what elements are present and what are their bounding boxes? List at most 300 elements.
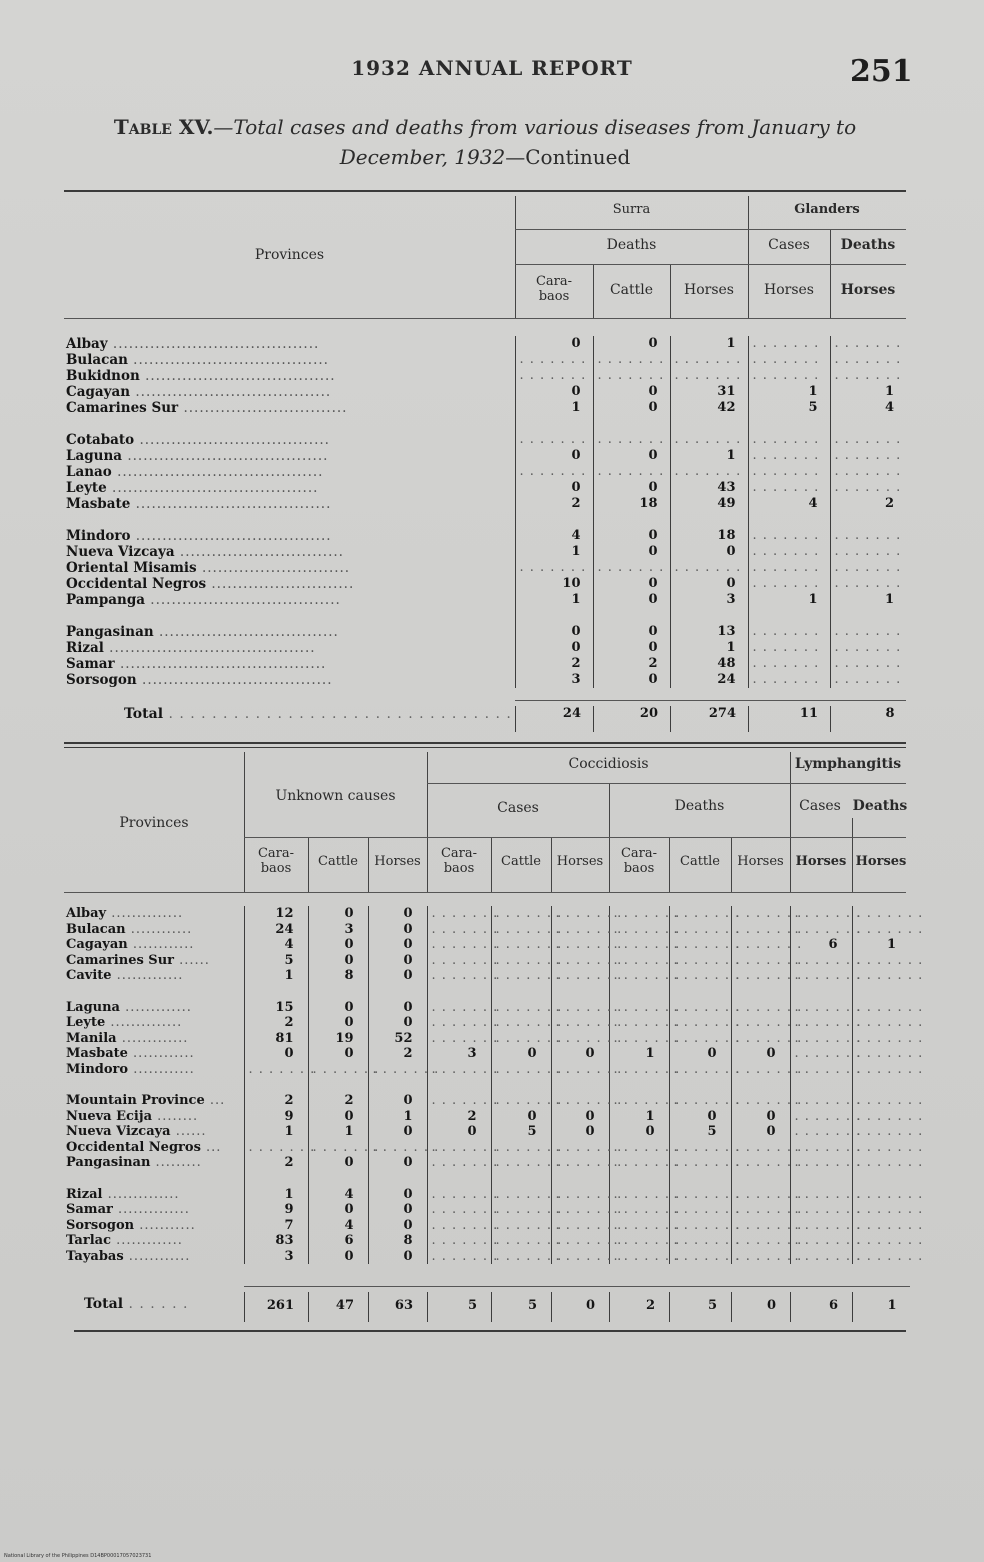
cell-u-0: 2 — [244, 1093, 308, 1109]
cell-cc-1: . . . . . . . — [491, 1249, 551, 1265]
cell-u-2: 52 — [368, 1031, 427, 1047]
cell-gd: . . . . . . . — [830, 624, 906, 640]
cell-gd: . . . . . . . — [830, 656, 906, 672]
province-name: Bulacan ............ — [66, 921, 193, 937]
cell-cd-0: . . . . . . . — [609, 953, 669, 969]
cell-cc-0: . . . . . . . — [427, 1031, 491, 1047]
cell-c: . . . . . . . — [515, 432, 593, 448]
cell-cc-2: . . . . . . . — [551, 1187, 609, 1203]
cell-cc-2: 0 — [551, 1109, 609, 1125]
province-name: Mountain Province ... — [66, 1093, 226, 1108]
cell-u-0: 3 — [244, 1249, 308, 1265]
cell-gd: . . . . . . . — [830, 432, 906, 448]
table2-body — [64, 906, 924, 1264]
cell-gd: . . . . . . . — [830, 480, 906, 496]
cell-cd-0: . . . . . . . — [609, 1015, 669, 1031]
cell-l-0: . . . . . . . — [790, 1062, 852, 1078]
cell-ca: 0 — [593, 544, 670, 560]
cell-cd-0: . . . . . . . — [609, 1031, 669, 1047]
province-name: Samar .............. — [66, 1202, 190, 1217]
cell-cd-0: . . . . . . . — [609, 1062, 669, 1078]
t2-cocc-deaths-header: Deaths — [674, 798, 725, 814]
caption-tail: —Continued — [505, 145, 631, 169]
t1-total-cattle: 20 — [594, 706, 671, 732]
cell-c: 0 — [515, 448, 593, 464]
cell-cd-2: . . . . . . . — [731, 1233, 790, 1249]
table2-bottom-rule — [74, 1330, 906, 1332]
cell-u-0: 81 — [244, 1031, 308, 1047]
t1-surra-header: Surra — [612, 202, 651, 217]
table-row — [64, 656, 906, 672]
cell-u-1: 0 — [308, 1249, 368, 1265]
cell-u-2: 8 — [368, 1233, 427, 1249]
table-row — [64, 432, 906, 448]
cell-gc: . . . . . . . — [748, 464, 830, 480]
cell-cd-2: . . . . . . . — [731, 1249, 790, 1265]
cell-cc-0: . . . . . . . — [427, 1249, 491, 1265]
cell-u-1: 0 — [308, 1109, 368, 1125]
cell-h: 1 — [670, 336, 748, 352]
cell-cd-1: . . . . . . . — [669, 1093, 731, 1109]
cell-ca: 0 — [593, 640, 670, 656]
cell-u-1: 4 — [308, 1187, 368, 1203]
t2-lymphangitis-header: Lymphangitis — [794, 756, 902, 772]
table-row — [64, 544, 906, 560]
cell-u-2: 0 — [368, 1015, 427, 1031]
cell-cc-1: . . . . . . . — [491, 1031, 551, 1047]
cell-gc: . . . . . . . — [748, 352, 830, 368]
cell-cd-2: . . . . . . . — [731, 922, 790, 938]
cell-c: 10 — [515, 576, 593, 592]
table-row — [64, 937, 910, 953]
cell-ca: 0 — [593, 592, 670, 608]
cell-cd-1: . . . . . . . — [669, 1000, 731, 1016]
province-name: Pampanga .................................... — [66, 592, 341, 608]
t2-total-label: Total . . . . . . — [84, 1296, 189, 1312]
province-name: Tarlac ............. — [66, 1233, 183, 1248]
t1-hdr-line — [515, 229, 906, 230]
row-spacer — [64, 1171, 910, 1187]
cell-h: 42 — [670, 400, 748, 416]
table2-top-rule2 — [64, 747, 906, 748]
t2-hdr-bottom — [64, 892, 906, 893]
cell-u-2: 0 — [368, 906, 427, 922]
t2-total-cc-1: 5 — [492, 1292, 552, 1322]
cell-ca: 0 — [593, 480, 670, 496]
cell-cd-0: . . . . . . . — [609, 937, 669, 953]
cell-cc-0: . . . . . . . — [427, 937, 491, 953]
table-row — [64, 576, 906, 592]
cell-cc-1: . . . . . . . — [491, 1093, 551, 1109]
t2-total-u-1: 47 — [309, 1292, 369, 1322]
cell-cd-0: 1 — [609, 1046, 669, 1062]
province-name: Sorsogon ........... — [66, 1217, 196, 1233]
page-number: 251 — [850, 54, 913, 89]
cell-u-0: 2 — [244, 1155, 308, 1171]
cell-ca: 0 — [593, 528, 670, 544]
cell-l-1: . . . . . . . — [852, 1109, 910, 1125]
cell-u-1: 0 — [308, 1015, 368, 1031]
cell-gd: . . . . . . . — [830, 352, 906, 368]
province-name: Pangasinan ......... — [66, 1155, 202, 1170]
cell-ca: 0 — [593, 624, 670, 640]
cell-l-1: . . . . . . . — [852, 1233, 910, 1249]
province-name: Masbate ............ — [66, 1046, 195, 1061]
table-row — [64, 1202, 910, 1218]
t2-lymph-cases-header: Cases — [799, 798, 841, 814]
cell-cd-0: 1 — [609, 1109, 669, 1125]
cell-cc-1: . . . . . . . — [491, 1015, 551, 1031]
cell-u-2: 0 — [368, 937, 427, 953]
t2-total-l-0: 6 — [791, 1292, 853, 1322]
cell-cd-2: . . . . . . . — [731, 1093, 790, 1109]
t2-total-l-1: 1 — [853, 1292, 911, 1322]
cell-cc-1: . . . . . . . — [491, 1218, 551, 1234]
cell-c: 0 — [515, 624, 593, 640]
cell-cd-1: 0 — [669, 1046, 731, 1062]
province-name: Leyte ....................................... — [66, 480, 319, 496]
cell-cd-2: . . . . . . . — [731, 968, 790, 984]
cell-h: 1 — [670, 640, 748, 656]
t2-hdr-vline — [368, 838, 369, 892]
table-row — [64, 1000, 910, 1016]
province-name: Cagayan ............ — [66, 937, 195, 952]
cell-cd-2: . . . . . . . — [731, 1187, 790, 1203]
cell-cd-0: . . . . . . . — [609, 922, 669, 938]
t1-provinces-header: Provinces — [254, 247, 325, 263]
cell-h: 24 — [670, 672, 748, 688]
cell-h: . . . . . . . — [670, 352, 748, 368]
cell-gd: . . . . . . . — [830, 560, 906, 576]
table-row — [64, 480, 906, 496]
cell-c: 1 — [515, 400, 593, 416]
cell-h: 49 — [670, 496, 748, 512]
cell-cd-0: . . . . . . . — [609, 1000, 669, 1016]
cell-l-0: . . . . . . . — [790, 1031, 852, 1047]
table-row — [64, 592, 906, 608]
cell-cc-1: . . . . . . . — [491, 906, 551, 922]
province-name: Camarines Sur ............................... — [66, 400, 348, 416]
t2-provinces-header: Provinces — [119, 815, 189, 831]
table-row — [64, 448, 906, 464]
cell-cc-0: . . . . . . . — [427, 1140, 491, 1156]
table-row — [64, 1218, 910, 1234]
cell-gd: . . . . . . . — [830, 544, 906, 560]
cell-ca: . . . . . . . — [593, 432, 670, 448]
cell-h: . . . . . . . — [670, 368, 748, 384]
t2-total-line — [244, 1286, 910, 1287]
cell-h: 0 — [670, 576, 748, 592]
table-row — [64, 1093, 910, 1109]
cell-c: . . . . . . . — [515, 352, 593, 368]
cell-c: 2 — [515, 656, 593, 672]
cell-ca: 18 — [593, 496, 670, 512]
t2-col-header: Cattle — [680, 854, 720, 869]
t2-col-header: Cara- baos — [257, 846, 295, 876]
cell-gc: . . . . . . . — [748, 528, 830, 544]
province-name: Mindoro ..................................... — [66, 528, 332, 544]
cell-cc-0: . . . . . . . — [427, 953, 491, 969]
t2-hdr-vline — [308, 838, 309, 892]
cell-cd-1: 0 — [669, 1109, 731, 1125]
province-name: Cagayan ..................................... — [66, 384, 332, 400]
cell-cc-0: 3 — [427, 1046, 491, 1062]
cell-u-0: 0 — [244, 1046, 308, 1062]
cell-u-2: 0 — [368, 968, 427, 984]
cell-gc: . . . . . . . — [748, 480, 830, 496]
cell-cc-2: . . . . . . . — [551, 968, 609, 984]
cell-cc-0: . . . . . . . — [427, 1062, 491, 1078]
t2-hdr-vline — [731, 838, 732, 892]
cell-cd-2: . . . . . . . — [731, 1140, 790, 1156]
table-row — [64, 624, 906, 640]
table-row — [64, 672, 906, 688]
caption-lead: Table XV. — [113, 115, 214, 139]
cell-u-0: 5 — [244, 953, 308, 969]
t1-glanders-cases-header: Cases — [768, 237, 810, 253]
cell-cd-2: 0 — [731, 1046, 790, 1062]
t2-total-cc-2: 0 — [552, 1292, 610, 1322]
cell-u-2: 0 — [368, 953, 427, 969]
t2-total-text: Total — [84, 1296, 124, 1312]
cell-cc-2: . . . . . . . — [551, 1218, 609, 1234]
cell-cd-2: . . . . . . . — [731, 1000, 790, 1016]
province-name: Masbate ..................................... — [66, 496, 332, 512]
table-row — [64, 968, 910, 984]
table-row — [64, 384, 906, 400]
cell-h: 0 — [670, 544, 748, 560]
cell-l-0: . . . . . . . — [790, 1249, 852, 1265]
province-name: Lanao ....................................... — [66, 464, 324, 480]
province-name: Pangasinan .................................. — [66, 624, 339, 640]
cell-u-2: 0 — [368, 1187, 427, 1203]
cell-cc-0: . . . . . . . — [427, 1015, 491, 1031]
cell-gd: . . . . . . . — [830, 576, 906, 592]
cell-u-0: 9 — [244, 1109, 308, 1125]
province-name: Mindoro ............ — [66, 1061, 195, 1077]
cell-cc-1: . . . . . . . — [491, 1202, 551, 1218]
cell-cc-1: . . . . . . . — [491, 922, 551, 938]
cell-ca: . . . . . . . — [593, 464, 670, 480]
t1-total-carabaos: 24 — [516, 706, 594, 732]
cell-u-1: . . . . . . . — [308, 1062, 368, 1078]
cell-cd-0: . . . . . . . — [609, 1218, 669, 1234]
table-row — [64, 640, 906, 656]
cell-gc: . . . . . . . — [748, 624, 830, 640]
cell-gc: 5 — [748, 400, 830, 416]
cell-u-2: 0 — [368, 922, 427, 938]
cell-u-1: 0 — [308, 937, 368, 953]
cell-l-1: . . . . . . . — [852, 1031, 910, 1047]
cell-cc-1: . . . . . . . — [491, 1000, 551, 1016]
cell-ca: 0 — [593, 576, 670, 592]
t1-total-label: Total . . . . . . . . . . . . . . . . . . . . . . . . . . . . . . . . — [124, 706, 512, 722]
province-name: Sorsogon .................................... — [66, 672, 333, 688]
cell-cd-0: . . . . . . . — [609, 1202, 669, 1218]
cell-u-1: 0 — [308, 1000, 368, 1016]
t2-col-header: Cattle — [501, 854, 541, 869]
cell-cd-1: . . . . . . . — [669, 1218, 731, 1234]
cell-h: 48 — [670, 656, 748, 672]
t2-total-cd-1: 5 — [670, 1292, 732, 1322]
table-row — [64, 1031, 910, 1047]
t2-hdr-vline — [790, 752, 791, 892]
t1-total-horses: 274 — [671, 706, 749, 732]
cell-cd-1: . . . . . . . — [669, 1062, 731, 1078]
province-name: Leyte .............. — [66, 1015, 183, 1030]
cell-cd-1: . . . . . . . — [669, 1015, 731, 1031]
footer-credit: National Library of the Philippines D14BP00017057023731 — [4, 1553, 152, 1559]
cell-u-0: 1 — [244, 968, 308, 984]
cell-u-0: 9 — [244, 1202, 308, 1218]
t1-hdr-line — [515, 264, 906, 265]
cell-cc-0: . . . . . . . — [427, 1218, 491, 1234]
cell-l-0: . . . . . . . — [790, 1218, 852, 1234]
t2-hdr-vline — [852, 838, 853, 892]
cell-gc: 1 — [748, 592, 830, 608]
cell-gc: . . . . . . . — [748, 432, 830, 448]
cell-cc-0: . . . . . . . — [427, 1187, 491, 1203]
t2-total-u-2: 63 — [369, 1292, 428, 1322]
cell-cd-0: . . . . . . . — [609, 1093, 669, 1109]
cell-u-2: 0 — [368, 1249, 427, 1265]
cell-cd-1: . . . . . . . — [669, 1249, 731, 1265]
cell-u-1: 0 — [308, 1202, 368, 1218]
cell-cc-2: . . . . . . . — [551, 1202, 609, 1218]
row-spacer — [64, 608, 906, 624]
cell-ca: . . . . . . . — [593, 368, 670, 384]
cell-h: . . . . . . . — [670, 432, 748, 448]
t2-total-u-0: 261 — [245, 1292, 309, 1322]
cell-cc-1: . . . . . . . — [491, 953, 551, 969]
cell-u-1: 0 — [308, 1046, 368, 1062]
cell-cc-1: . . . . . . . — [491, 1233, 551, 1249]
cell-ca: 2 — [593, 656, 670, 672]
t1-total-g-deaths: 8 — [831, 706, 907, 732]
cell-u-1: 0 — [308, 906, 368, 922]
cell-c: 1 — [515, 544, 593, 560]
t2-total-cc-0: 5 — [428, 1292, 492, 1322]
cell-u-0: 1 — [244, 1124, 308, 1140]
t2-col-header: Horses — [855, 854, 907, 869]
table2-top-rule — [64, 742, 906, 744]
table-row — [64, 1046, 910, 1062]
cell-u-0: 15 — [244, 1000, 308, 1016]
cell-cc-1: 5 — [491, 1124, 551, 1140]
row-spacer — [64, 512, 906, 528]
t2-col-header: Horses — [556, 854, 604, 869]
cell-u-1: . . . . . . . — [308, 1140, 368, 1156]
cell-cc-0: . . . . . . . — [427, 1155, 491, 1171]
cell-gd: . . . . . . . — [830, 464, 906, 480]
cell-l-1: . . . . . . . — [852, 922, 910, 938]
province-name: Bukidnon .................................... — [66, 368, 336, 384]
t2-total-cd-0: 2 — [610, 1292, 670, 1322]
cell-cc-1: . . . . . . . — [491, 1187, 551, 1203]
cell-ca: 0 — [593, 384, 670, 400]
cell-c: 4 — [515, 528, 593, 544]
cell-cc-2: . . . . . . . — [551, 922, 609, 938]
t1-glanders-header: Glanders — [794, 202, 860, 217]
cell-cc-2: . . . . . . . — [551, 953, 609, 969]
province-name: Occidental Negros ... — [66, 1139, 222, 1155]
cell-u-0: 7 — [244, 1218, 308, 1234]
row-spacer — [64, 984, 910, 1000]
t1-col-carabaos: Cara- baos — [535, 274, 573, 304]
cell-cc-2: . . . . . . . — [551, 1249, 609, 1265]
cell-cd-2: . . . . . . . — [731, 937, 790, 953]
t1-total-g-cases: 11 — [749, 706, 831, 732]
table-row — [64, 1124, 910, 1140]
cell-l-0: . . . . . . . — [790, 1015, 852, 1031]
cell-l-0: . . . . . . . — [790, 1140, 852, 1156]
cell-ca: 0 — [593, 400, 670, 416]
t2-col-header: Horses — [737, 854, 784, 869]
cell-c: 0 — [515, 336, 593, 352]
cell-cd-1: . . . . . . . — [669, 953, 731, 969]
cell-cd-1: . . . . . . . — [669, 1140, 731, 1156]
cell-cc-2: . . . . . . . — [551, 1155, 609, 1171]
cell-cd-2: . . . . . . . — [731, 906, 790, 922]
table-row — [64, 336, 906, 352]
table-row — [64, 1187, 910, 1203]
cell-l-0: . . . . . . . — [790, 922, 852, 938]
cell-l-0: . . . . . . . — [790, 1233, 852, 1249]
cell-cc-0: . . . . . . . — [427, 922, 491, 938]
cell-l-1: . . . . . . . — [852, 1202, 910, 1218]
cell-gd: 2 — [830, 496, 906, 512]
cell-gc: . . . . . . . — [748, 672, 830, 688]
cell-cd-1: . . . . . . . — [669, 1202, 731, 1218]
cell-l-1: . . . . . . . — [852, 1249, 910, 1265]
cell-cc-2: . . . . . . . — [551, 1093, 609, 1109]
cell-u-0: 12 — [244, 906, 308, 922]
cell-l-1: . . . . . . . — [852, 953, 910, 969]
cell-u-1: 3 — [308, 922, 368, 938]
cell-u-2: 0 — [368, 1124, 427, 1140]
cell-cd-1: . . . . . . . — [669, 1155, 731, 1171]
t2-col-header: Horses — [795, 854, 847, 869]
cell-cd-1: . . . . . . . — [669, 922, 731, 938]
cell-l-1: . . . . . . . — [852, 1124, 910, 1140]
t2-hdr-line — [427, 783, 906, 784]
cell-u-2: 0 — [368, 1155, 427, 1171]
cell-cd-0: . . . . . . . — [609, 968, 669, 984]
t2-hdr-vline — [669, 838, 670, 892]
cell-u-1: 19 — [308, 1031, 368, 1047]
cell-cd-2: 0 — [731, 1109, 790, 1125]
table-row — [64, 1015, 910, 1031]
cell-cc-1: . . . . . . . — [491, 1062, 551, 1078]
cell-l-1: . . . . . . . — [852, 968, 910, 984]
cell-cd-0: . . . . . . . — [609, 1187, 669, 1203]
cell-cd-0: . . . . . . . — [609, 1155, 669, 1171]
cell-gc: . . . . . . . — [748, 560, 830, 576]
cell-cd-2: 0 — [731, 1124, 790, 1140]
cell-u-0: 2 — [244, 1015, 308, 1031]
table-row — [64, 352, 906, 368]
cell-l-1: . . . . . . . — [852, 1062, 910, 1078]
t1-col-cattle: Cattle — [609, 282, 654, 298]
table-row — [64, 560, 906, 576]
cell-u-2: 0 — [368, 1202, 427, 1218]
t1-hdr-bottom — [64, 318, 906, 319]
cell-cd-1: . . . . . . . — [669, 1187, 731, 1203]
table-row — [64, 953, 910, 969]
cell-c: 1 — [515, 592, 593, 608]
province-name: Manila ............. — [66, 1030, 189, 1046]
table-row — [64, 922, 910, 938]
